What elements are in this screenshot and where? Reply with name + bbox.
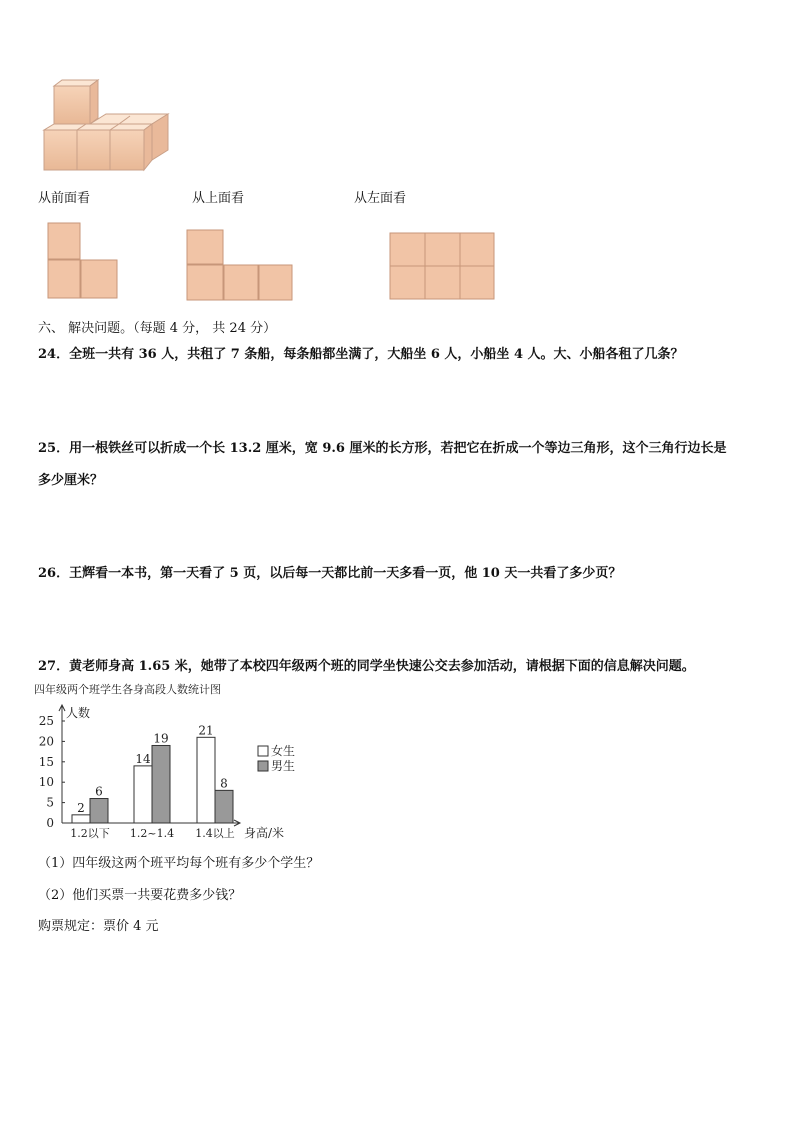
section-heading: 六、 解决问题。（每题 4 分， 共 24 分） <box>38 321 277 336</box>
left-view-label: 从左面看 <box>354 191 407 206</box>
bar-男生-2 <box>215 790 233 823</box>
bar-男生-1 <box>152 745 170 823</box>
data-label: 21 <box>198 723 214 738</box>
height-bar-chart <box>30 680 330 845</box>
top-view-label: 从上面看 <box>192 191 245 206</box>
legend-label: 女生 <box>271 744 296 758</box>
question-27-sub1: （1）四年级这两个班平均每个班有多少个学生？ <box>38 856 320 871</box>
left-view-figure <box>389 232 497 302</box>
x-axis-label: 身高/米 <box>244 826 285 840</box>
legend-swatch-1 <box>258 761 268 771</box>
bar-男生-0 <box>90 799 108 823</box>
x-tick-label: 1.2~1.4 <box>129 827 175 840</box>
front-view-label: 从前面看 <box>38 191 91 206</box>
question-27: 27．黄老师身高 1.65 米，她带了本校四年级两个班的同学坐快速公交去参加活动，请根据下面的信息解决问题。 <box>38 659 695 674</box>
y-tick-label: 20 <box>38 734 54 749</box>
data-label: 6 <box>95 784 103 799</box>
bar-女生-0 <box>72 815 90 823</box>
data-label: 8 <box>220 776 228 791</box>
question-24: 24．全班一共有 36 人，共租了 7 条船，每条船都坐满了，大船坐 6 人，小船坐 4 人。大、小船各租了几条？ <box>38 347 684 362</box>
question-25-line2: 多少厘米？ <box>38 473 104 488</box>
data-label: 14 <box>135 751 151 766</box>
legend-label: 男生 <box>271 759 296 773</box>
y-axis-label: 人数 <box>66 706 91 720</box>
y-tick-label: 15 <box>38 754 54 769</box>
front-view-figure <box>47 222 119 300</box>
y-tick-label: 0 <box>46 816 54 830</box>
ticket-rule: 购票规定：票价 4 元 <box>38 919 159 934</box>
question-27-sub2: （2）他们买票一共要花费多少钱？ <box>38 888 242 903</box>
legend-swatch-0 <box>258 746 268 756</box>
bar-女生-1 <box>134 766 152 823</box>
cube-stack-figure <box>40 80 175 175</box>
y-tick-label: 10 <box>38 775 54 790</box>
data-label: 19 <box>153 731 169 746</box>
chart-title: 四年级两个班学生各身高段人数统计图 <box>34 683 221 696</box>
y-tick-label: 25 <box>38 714 54 728</box>
x-tick-label: 1.2以下 <box>70 827 110 840</box>
question-25-line1: 25．用一根铁丝可以折成一个长 13.2 厘米，宽 9.6 厘米的长方形，若把它在折成一个等边三角形，这个三角行边长是 <box>38 441 727 456</box>
bar-女生-2 <box>197 737 215 823</box>
y-tick-label: 5 <box>46 795 54 810</box>
question-26: 26．王辉看一本书，第一天看了 5 页，以后每一天都比前一天多看一页，他 10 天一共看了多少页？ <box>38 566 622 581</box>
x-tick-label: 1.4以上 <box>195 827 235 840</box>
data-label: 2 <box>77 800 85 815</box>
top-view-figure <box>186 229 294 303</box>
